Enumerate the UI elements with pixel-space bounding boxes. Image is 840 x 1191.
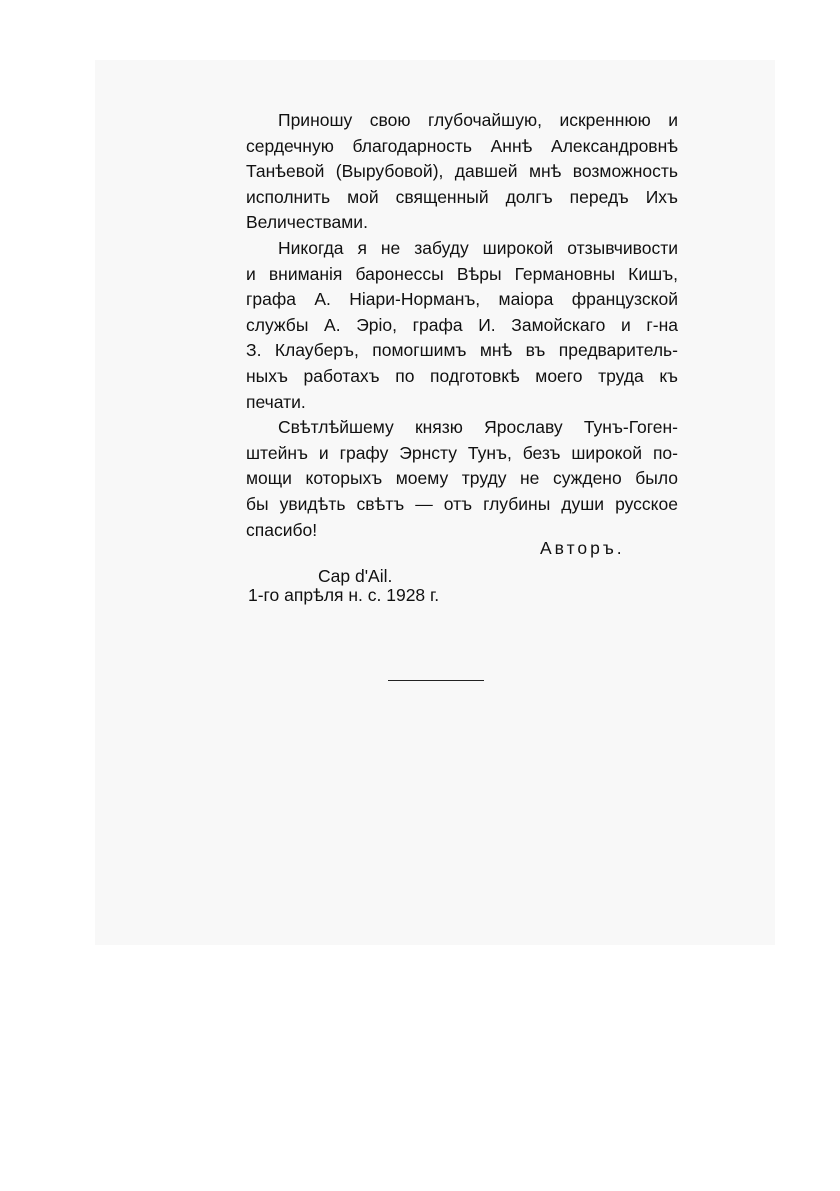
horizontal-rule [388,680,484,681]
text-line: Никогда я не забуду широкой отзывчивости [278,237,678,258]
text-line: Танѣевой (Вырубовой), давшей мнѣ возможность [246,161,678,182]
author-signature: Авторъ. [540,538,625,558]
text-line: З. Клауберъ, помогшимъ мнѣ въ предваритель- [246,340,678,361]
text-line: и вниманія баронессы Вѣры Германовны Кишъ, [246,263,678,284]
text-line: бы увидѣть свѣтъ — отъ глубины души русское [246,493,678,514]
text-line: штейнъ и графу Эрнсту Тунъ, безъ широкой по- [246,442,678,463]
text-line: сердечную благодарность Аннѣ Александровнѣ [246,135,678,156]
text-line: Свѣтлѣйшему князю Ярославу Тунъ-Гоген- [278,417,678,438]
text-line: графа А. Ніари-Норманъ, маіора французской [246,289,678,310]
paragraph-gratitude-vyrubova [246,108,678,236]
acknowledgement-text [246,108,678,543]
text-line: службы А. Эріо, графа И. Замойскаго и г-на [246,314,678,335]
paragraph-helpers [246,236,678,415]
text-line: ныхъ работахъ по подготовкѣ моего труда къ [246,365,678,386]
text-line: мощи которыхъ моему труду не суждено было [246,468,678,489]
date-line: 1-го апрѣля н. с. 1928 г. [248,585,440,605]
text-line: спасибо! [246,519,318,540]
text-line: Величествами. [246,212,368,233]
place-line: Cap d'Ail. [318,566,393,586]
text-line: Приношу свою глубочайшую, искреннюю и [278,110,678,130]
paragraph-thun [246,415,678,543]
text-line: печати. [246,391,306,412]
text-line: исполнить мой священный долгъ передъ Ихъ [246,186,678,207]
